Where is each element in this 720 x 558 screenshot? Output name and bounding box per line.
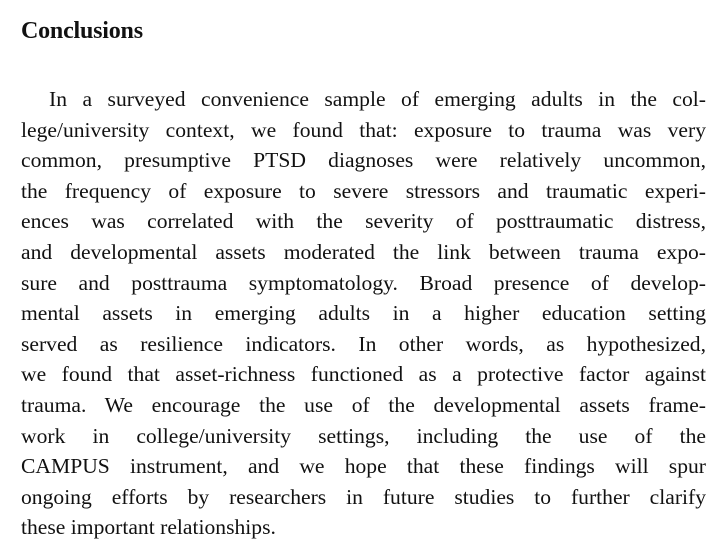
paragraph-line: the frequency of exposure to severe stressors and traumatic experi- [21,178,706,203]
paragraph-line: ences was correlated with the severity of posttraumatic distress, [21,209,706,234]
paragraph-line: served as resilience indicators. In other words, as hypothesized, [21,331,706,356]
conclusions-section [21,16,706,543]
section-heading: Conclusions [21,18,143,44]
paragraph-line: lege/university context, we found that: exposure to trauma was very [21,117,706,142]
paragraph-line: common, presumptive PTSD diagnoses were relatively uncommon, [21,148,706,173]
paragraph-line: we found that asset-richness functioned as a protective factor against [21,362,706,387]
paragraph-line: work in college/university settings, including the use of the [21,423,706,448]
paragraph-line: ongoing efforts by researchers in future studies to further clarify [21,484,706,509]
paragraph-line: In a surveyed convenience sample of emerging adults in the col- [49,87,706,111]
paragraph-line: trauma. We encourage the use of the developmental assets frame- [21,392,706,417]
paragraph-line: mental assets in emerging adults in a higher education setting [21,301,706,326]
paragraph-line: these important relationships. [21,515,276,540]
paragraph-line: and developmental assets moderated the link between trauma expo- [21,239,706,264]
conclusions-paragraph [21,84,706,543]
paragraph-line: CAMPUS instrument, and we hope that these findings will spur [21,454,706,479]
paragraph-line: sure and posttrauma symptomatology. Broad presence of develop- [21,270,706,295]
